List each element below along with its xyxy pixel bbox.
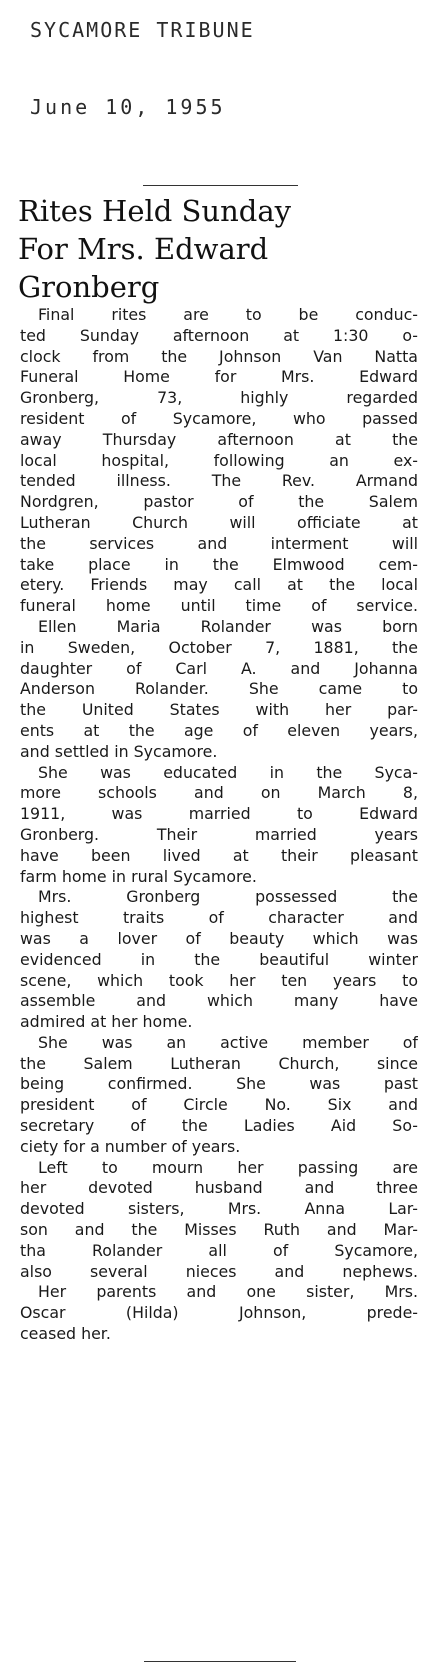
text-line: highest traits of character and: [20, 908, 418, 928]
text-line: ted Sunday afternoon at 1:30 o-: [20, 325, 418, 345]
text-line: son and the Misses Ruth and Mar-: [20, 1220, 418, 1240]
text-line: admired at her home.: [20, 1012, 193, 1032]
paragraph-4: [20, 887, 418, 1033]
text-line: Funeral Home for Mrs. Edward: [20, 367, 418, 387]
text-line: She was educated in the Syca-: [38, 762, 418, 782]
paragraph-6: [20, 1158, 418, 1283]
text-line: Gronberg, 73, highly regarded: [20, 388, 418, 408]
text-line: away Thursday afternoon at the: [20, 429, 418, 449]
text-line: being confirmed. She was past: [20, 1074, 418, 1094]
headline-line: For Mrs. Edward: [18, 232, 269, 266]
bottom-rule: [144, 1661, 296, 1662]
headline: [18, 192, 418, 306]
text-line: Oscar (Hilda) Johnson, prede-: [20, 1303, 418, 1323]
text-line: and settled in Sycamore.: [20, 741, 218, 761]
text-line: the services and interment will: [20, 533, 418, 553]
headline-line: Gronberg: [18, 270, 160, 304]
text-line: farm home in rural Sycamore.: [20, 866, 257, 886]
paragraph-5: [20, 1033, 418, 1158]
text-line: also several nieces and nephews.: [20, 1261, 418, 1281]
text-line: take place in the Elmwood cem-: [20, 554, 418, 574]
paragraph-2: [20, 617, 418, 763]
text-line: scene, which took her ten years to: [20, 970, 418, 990]
article-body: [20, 305, 418, 1345]
text-line: She was an active member of: [38, 1032, 418, 1052]
paragraph-1: [20, 305, 418, 617]
text-line: assemble and which many have: [20, 991, 418, 1011]
text-line: Ellen Maria Rolander was born: [38, 616, 418, 636]
text-line: Mrs. Gronberg possessed the: [38, 887, 418, 907]
text-line: tended illness. The Rev. Armand: [20, 471, 418, 491]
text-line: secretary of the Ladies Aid So-: [20, 1116, 418, 1136]
text-line: evidenced in the beautiful winter: [20, 949, 418, 969]
text-line: have been lived at their pleasant: [20, 845, 418, 865]
text-line: her devoted husband and three: [20, 1178, 418, 1198]
top-rule: [143, 185, 298, 186]
text-line: Final rites are to be conduc-: [38, 305, 418, 324]
headline-line: Rites Held Sunday: [18, 194, 291, 228]
paragraph-7: [20, 1282, 418, 1344]
text-line: etery. Friends may call at the local: [20, 575, 418, 595]
text-line: Gronberg. Their married years: [20, 824, 418, 844]
text-line: in Sweden, October 7, 1881, the: [20, 637, 418, 657]
text-line: Left to mourn her passing are: [38, 1157, 418, 1177]
text-line: the United States with her par-: [20, 700, 418, 720]
text-line: ents at the age of eleven years,: [20, 720, 418, 740]
text-line: president of Circle No. Six and: [20, 1095, 418, 1115]
paragraph-3: [20, 763, 418, 888]
newspaper-name: SYCAMORE TRIBUNE: [30, 18, 255, 42]
clipping-date: June 10, 1955: [30, 95, 226, 119]
text-line: more schools and on March 8,: [20, 783, 418, 803]
text-line: daughter of Carl A. and Johanna: [20, 658, 418, 678]
text-line: devoted sisters, Mrs. Anna Lar-: [20, 1199, 418, 1219]
text-line: tha Rolander all of Sycamore,: [20, 1240, 418, 1260]
text-line: Her parents and one sister, Mrs.: [38, 1282, 418, 1302]
text-line: Anderson Rolander. She came to: [20, 679, 418, 699]
text-line: clock from the Johnson Van Natta: [20, 346, 418, 366]
text-line: funeral home until time of service.: [20, 596, 418, 616]
text-line: Nordgren, pastor of the Salem: [20, 492, 418, 512]
text-line: ceased her.: [20, 1324, 111, 1344]
text-line: 1911, was married to Edward: [20, 804, 418, 824]
text-line: was a lover of beauty which was: [20, 928, 418, 948]
text-line: the Salem Lutheran Church, since: [20, 1053, 418, 1073]
text-line: ciety for a number of years.: [20, 1136, 241, 1156]
text-line: local hospital, following an ex-: [20, 450, 418, 470]
text-line: resident of Sycamore, who passed: [20, 408, 418, 428]
text-line: Lutheran Church will officiate at: [20, 512, 418, 532]
